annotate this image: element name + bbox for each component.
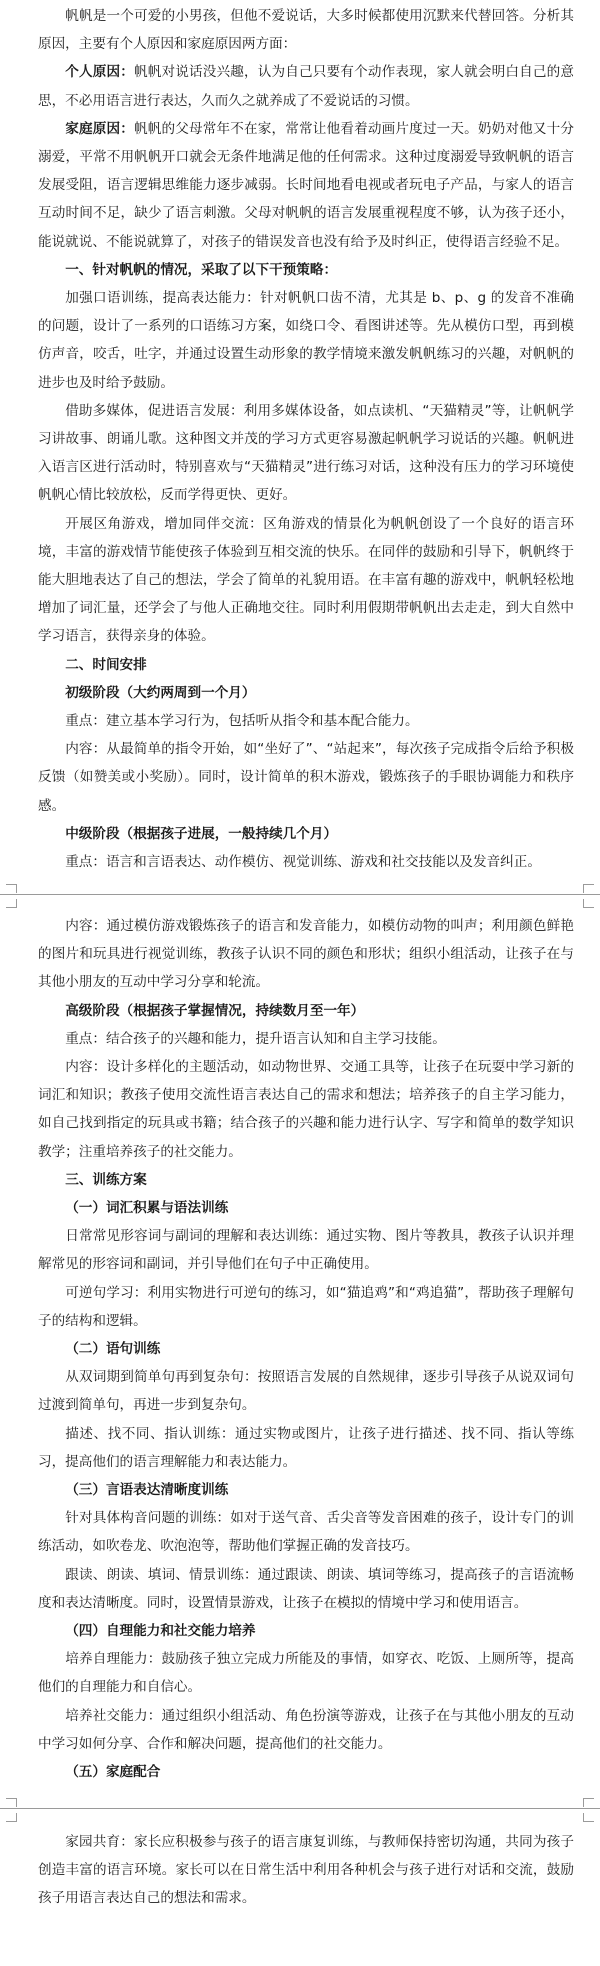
strategy-corner-games: 开展区角游戏，增加同伴交流：区角游戏的情景化为帆帆创设了一个良好的语言环境，丰富的游戏情节能使孩子体验到互相交流的快乐。在同伴的鼓励和引导下，帆帆终于能大胆地表达了自己的想法，学会了简单的礼貌用语。在丰富有趣的游戏中，帆帆轻松地增加了词汇量，还学会了与他人正确地交往。同时利用假期带帆帆出去走走，到大自然中学习语言，获得亲身的体验。 [38, 515, 574, 645]
reversible-sentence-training: 可逆句学习：利用实物进行可逆句的练习，如“猫追鸡”和“鸡追猫”，帮助孩子理解句子的结构和逻辑。 [38, 1284, 574, 1329]
stage-1-focus: 重点：建立基本学习行为，包括听从指令和基本配合能力。 [65, 713, 419, 730]
stage-3-heading: 高级阶段（根据孩子掌握情况，持续数月至一年） [65, 1002, 365, 1019]
sentence-progression-training: 从双词期到简单句再到复杂句：按照语言发展的自然规律，逐步引导孩子从说双词句过渡到简单句，再进一步到复杂句。 [38, 1369, 574, 1414]
page-corner-mark [583, 1813, 594, 1822]
section-1-heading: 一、针对帆帆的情况，采取了以下干预策略： [65, 261, 338, 278]
social-training: 培养社交能力：通过组织小组活动、角色扮演等游戏，让孩子在与其他小朋友的互动中学习如何分享、合作和解决问题，提高他们的社交能力。 [38, 1707, 574, 1752]
page-break-line [0, 1808, 600, 1809]
family-reason-text: 帆帆的父母常年不在家，常常让他看着动画片度过一天。奶奶对他又十分溺爱，平常不用帆帆开口就会无条件地满足他的任何需求。这种过度溺爱导致帆帆的语言发展受阻，语言逻辑思维能力逐步减弱。长时间地看电视或者玩电子产品，与家人的语言互动时间不足，缺少了语言刺激。父母对帆帆的语言发展重视程度不够，认为孩子还小，能说就说、不能说就算了，对孩子的错误发音也没有给予及时纠正，使得语言经验不足。 [38, 120, 574, 250]
page-corner-mark [6, 1813, 17, 1822]
stage-1-heading: 初级阶段（大约两周到一个月） [65, 684, 256, 701]
home-cooperation-paragraph: 家园共育：家长应积极参与孩子的语言康复训练，与教师保持密切沟通，共同为孩子创造丰富的语言环境。家长可以在日常生活中利用各种机会与孩子进行对话和交流，鼓励孩子用语言表达自己的想法和需求。 [38, 1834, 574, 1907]
stage-2-focus: 重点：语言和言语表达、动作模仿、视觉训练、游戏和社交技能以及发音纠正。 [65, 854, 541, 871]
page-corner-mark [6, 899, 17, 908]
stage-1-content: 内容：从最简单的指令开始，如“坐好了”、“站起来”，每次孩子完成指令后给予积极反馈（如赞美或小奖励）。同时，设计简单的积木游戏，锻炼孩子的手眼协调能力和秩序感。 [38, 741, 574, 814]
page-corner-mark [6, 1798, 17, 1807]
personal-reason-label: 个人原因： [65, 64, 134, 81]
section-3-heading: 三、训练方案 [65, 1171, 147, 1188]
strategy-oral-training: 加强口语训练，提高表达能力：针对帆帆口齿不清，尤其是 b、p、g 的发音不准确的问题，设计了一系列的口语练习方案，如绕口令、看图讲述等。先从模仿口型，再到模仿声音，咬舌，吐字，并通过设置生动形象的教学情境来激发帆帆练习的兴趣，对帆帆的进步也及时给予鼓励。 [38, 290, 574, 391]
page-corner-mark [583, 899, 594, 908]
intro-paragraph: 帆帆是一个可爱的小男孩，但他不爱说话，大多时候都使用沉默来代替回答。分析其原因，主要有个人原因和家庭原因两方面： [38, 8, 574, 53]
articulation-training: 针对具体构音问题的训练：如对于送气音、舌尖音等发音困难的孩子，设计专门的训练活动，如吹卷龙、吹泡泡等，帮助他们掌握正确的发音技巧。 [38, 1510, 574, 1555]
stage-2-content: 内容：通过模仿游戏锻炼孩子的语言和发音能力，如模仿动物的叫声；利用颜色鲜艳的图片和玩具进行视觉训练，教孩子认识不同的颜色和形状；组织小组活动，让孩子在与其他小朋友的互动中学习分享和轮流。 [38, 918, 574, 991]
vocabulary-training: 日常常见形容词与副词的理解和表达训练：通过实物、图片等教具，教孩子认识并理解常见的形容词和副词，并引导他们在句子中正确使用。 [38, 1228, 574, 1273]
section-2-heading: 二、时间安排 [65, 656, 147, 673]
page-corner-mark [6, 884, 17, 893]
subsection-1-heading: （一）词汇积累与语法训练 [65, 1200, 229, 1217]
page-break-line [0, 894, 600, 895]
document-page-2 [0, 912, 600, 1792]
stage-3-focus: 重点：结合孩子的兴趣和能力，提升语言认知和自主学习技能。 [65, 1030, 446, 1047]
subsection-2-heading: （二）语句训练 [65, 1341, 161, 1358]
family-reason-label: 家庭原因： [65, 120, 134, 137]
description-training: 描述、找不同、指认训练：通过实物或图片，让孩子进行描述、找不同、指认等练习，提高他们的语言理解能力和表达能力。 [38, 1425, 574, 1470]
subsection-5-heading: （五）家庭配合 [65, 1764, 161, 1781]
subsection-4-heading: （四）自理能力和社交能力培养 [65, 1623, 256, 1640]
strategy-multimedia: 借助多媒体，促进语言发展：利用多媒体设备，如点读机、“天猫精灵”等，让帆帆学习讲故事、朗诵儿歌。这种图文并茂的学习方式更容易激起帆帆学习说话的兴趣。帆帆进入语言区进行活动时，特别喜欢与“天猫精灵”进行练习对话，这种没有压力的学习环境使帆帆心情比较放松，反而学得更快、更好。 [38, 402, 574, 504]
subsection-3-heading: （三）言语表达清晰度训练 [65, 1482, 229, 1499]
page-corner-mark [583, 884, 594, 893]
personal-reason-text: 帆帆对说话没兴趣，认为自己只要有个动作表现，家人就会明白自己的意思，不必用语言进行表达，久而久之就养成了不爱说话的习惯。 [38, 64, 574, 109]
self-care-training: 培养自理能力：鼓励孩子独立完成力所能及的事情，如穿衣、吃饭、上厕所等，提高他们的自理能力和自信心。 [38, 1651, 574, 1696]
stage-3-content: 内容：设计多样化的主题活动，如动物世界、交通工具等，让孩子在玩耍中学习新的词汇和知识；教孩子使用交流性语言表达自己的需求和想法；培养孩子的自主学习能力，如自己找到指定的玩具或书籍；结合孩子的兴趣和能力进行认字、写字和简单的数学知识教学；注重培养孩子的社交能力。 [38, 1059, 574, 1160]
stage-2-heading: 中级阶段（根据孩子进展，一般持续几个月） [65, 825, 338, 842]
personal-reason-paragraph [38, 58, 574, 114]
page-corner-mark [583, 1798, 594, 1807]
document-page-3 [0, 1828, 600, 1966]
reading-training: 跟读、朗读、填词、情景训练：通过跟读、朗读、填词等练习，提高孩子的言语流畅度和表达清晰度。同时，设置情景游戏，让孩子在模拟的情境中学习和使用语言。 [38, 1566, 574, 1611]
document-page-1 [0, 0, 600, 890]
family-reason-paragraph [38, 115, 574, 256]
